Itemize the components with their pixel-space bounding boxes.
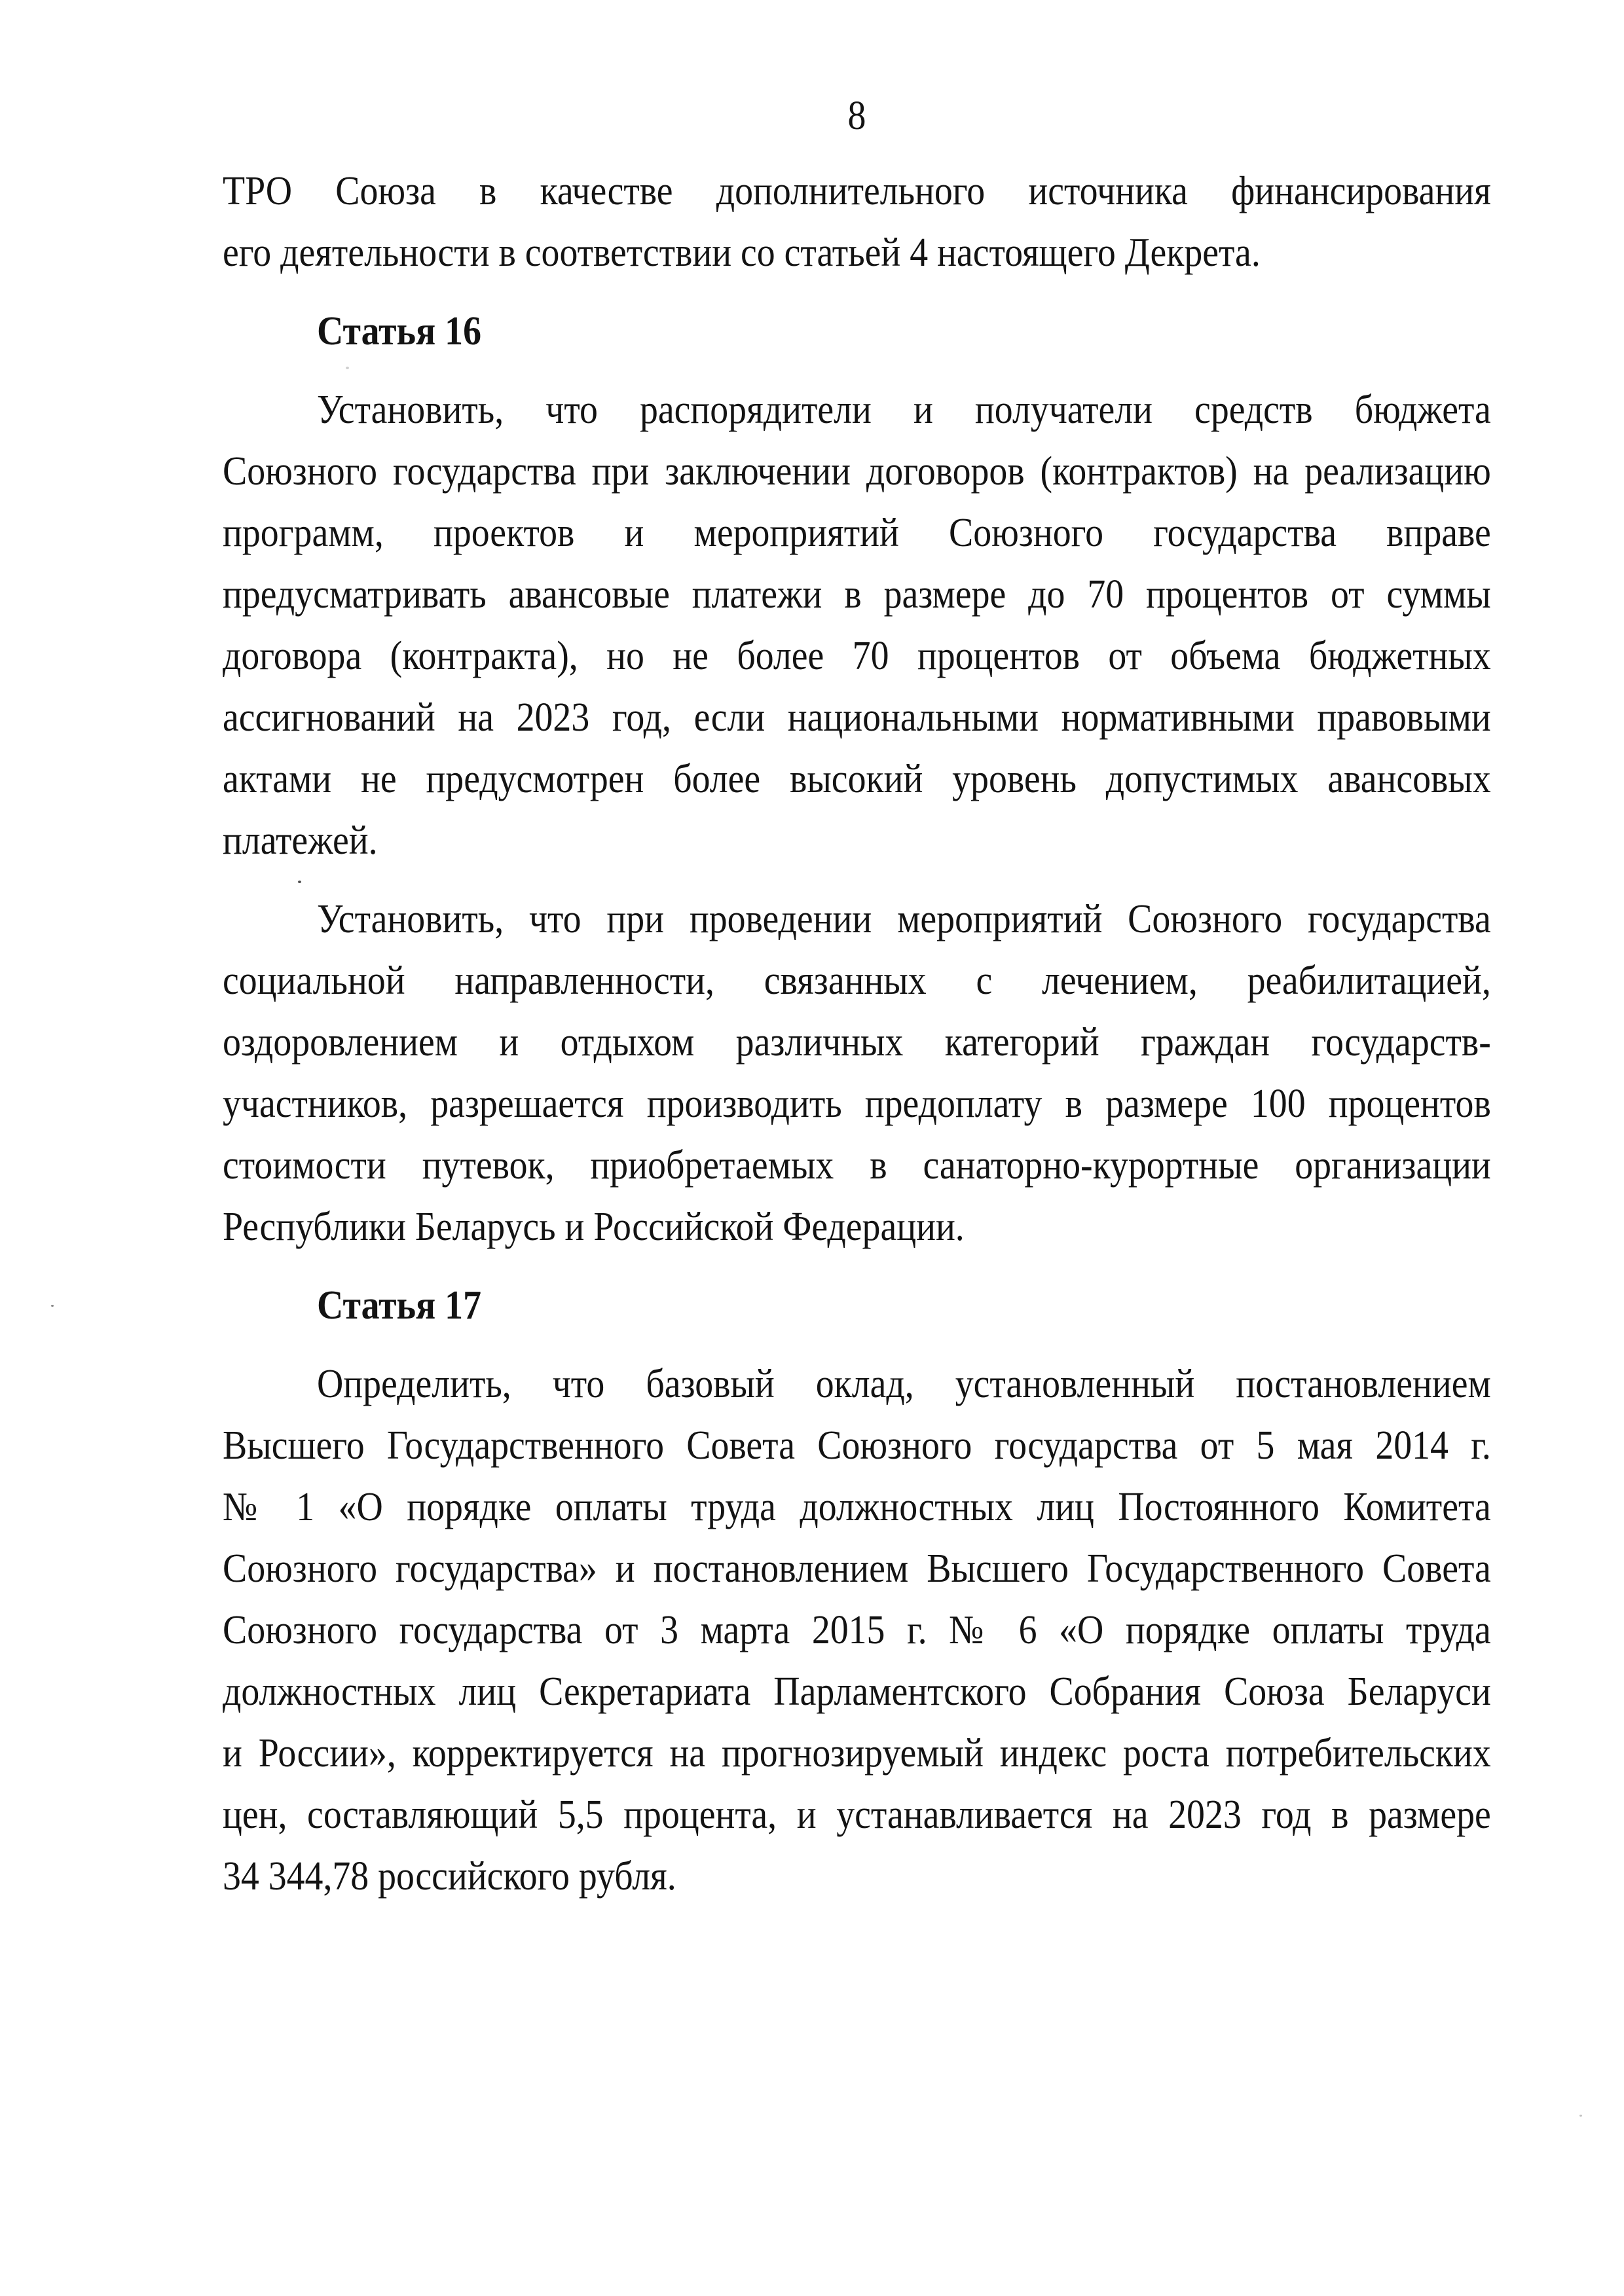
text-line: стоимости путевок, приобретаемых в санаторно-курортные организации bbox=[223, 1143, 1491, 1188]
text-line: ТРО Союза в качестве дополнительного источника финансирования bbox=[223, 169, 1491, 213]
text-line: цен, составляющий 5,5 процента, и устанавливается на 2023 год в размере bbox=[223, 1793, 1491, 1837]
body-paragraph bbox=[223, 160, 1491, 283]
scan-speck bbox=[1579, 2115, 1582, 2117]
text-line: его деятельности в соответствии со статьей 4 настоящего Декрета. bbox=[223, 230, 1261, 275]
text-line: актами не предусмотрен более высокий уровень допустимых авансовых bbox=[223, 757, 1491, 801]
text-line: Союзного государства от 3 марта 2015 г. № 6 «О порядке оплаты труда bbox=[223, 1608, 1491, 1652]
document-body bbox=[223, 0, 1491, 1907]
text-line: договора (контракта), но не более 70 процентов от объема бюджетных bbox=[223, 634, 1491, 678]
text-line: Статья 17 bbox=[317, 1283, 481, 1328]
article-heading bbox=[223, 1275, 1491, 1336]
text-line: Установить, что распорядители и получатели средств бюджета bbox=[317, 388, 1491, 432]
text-line: и России», корректируется на прогнозируемый индекс роста потребительских bbox=[223, 1731, 1491, 1776]
text-line: должностных лиц Секретариата Парламентского Собрания Союза Беларуси bbox=[223, 1669, 1491, 1714]
text-line: Статья 16 bbox=[317, 309, 481, 354]
body-paragraph bbox=[223, 1353, 1491, 1907]
text-line: Республики Беларусь и Российской Федерации. bbox=[223, 1205, 965, 1249]
text-line: платежей. bbox=[223, 818, 378, 863]
text-line: программ, проектов и мероприятий Союзного государства вправе bbox=[223, 511, 1491, 555]
text-line: предусматривать авансовые платежи в размере до 70 процентов от суммы bbox=[223, 572, 1491, 617]
text-line: Союзного государства» и постановлением Высшего Государственного Совета bbox=[223, 1546, 1491, 1591]
scan-speck bbox=[51, 1305, 54, 1307]
text-line: Высшего Государственного Совета Союзного государства от 5 мая 2014 г. bbox=[223, 1423, 1491, 1468]
text-line: № 1 «О порядке оплаты труда должностных лиц Постоянного Комитета bbox=[223, 1485, 1491, 1529]
scan-speck bbox=[298, 881, 301, 883]
scan-speck bbox=[346, 367, 349, 369]
text-line: социальной направленности, связанных с лечением, реабилитацией, bbox=[223, 958, 1491, 1003]
text-line: оздоровлением и отдыхом различных категорий граждан государств- bbox=[223, 1020, 1491, 1065]
body-paragraph bbox=[223, 379, 1491, 871]
text-line: участников, разрешается производить предоплату в размере 100 процентов bbox=[223, 1082, 1491, 1126]
text-line: Определить, что базовый оклад, установленный постановлением bbox=[317, 1362, 1491, 1406]
text-line: Установить, что при проведении мероприятий Союзного государства bbox=[317, 897, 1491, 941]
text-line: ассигнований на 2023 год, если национальными нормативными правовыми bbox=[223, 695, 1491, 740]
text-line: 34 344,78 российского рубля. bbox=[223, 1854, 676, 1899]
body-paragraph bbox=[223, 888, 1491, 1258]
page-number: 8 bbox=[847, 94, 866, 138]
text-line: Союзного государства при заключении договоров (контрактов) на реализацию bbox=[223, 449, 1491, 494]
article-heading bbox=[223, 301, 1491, 362]
